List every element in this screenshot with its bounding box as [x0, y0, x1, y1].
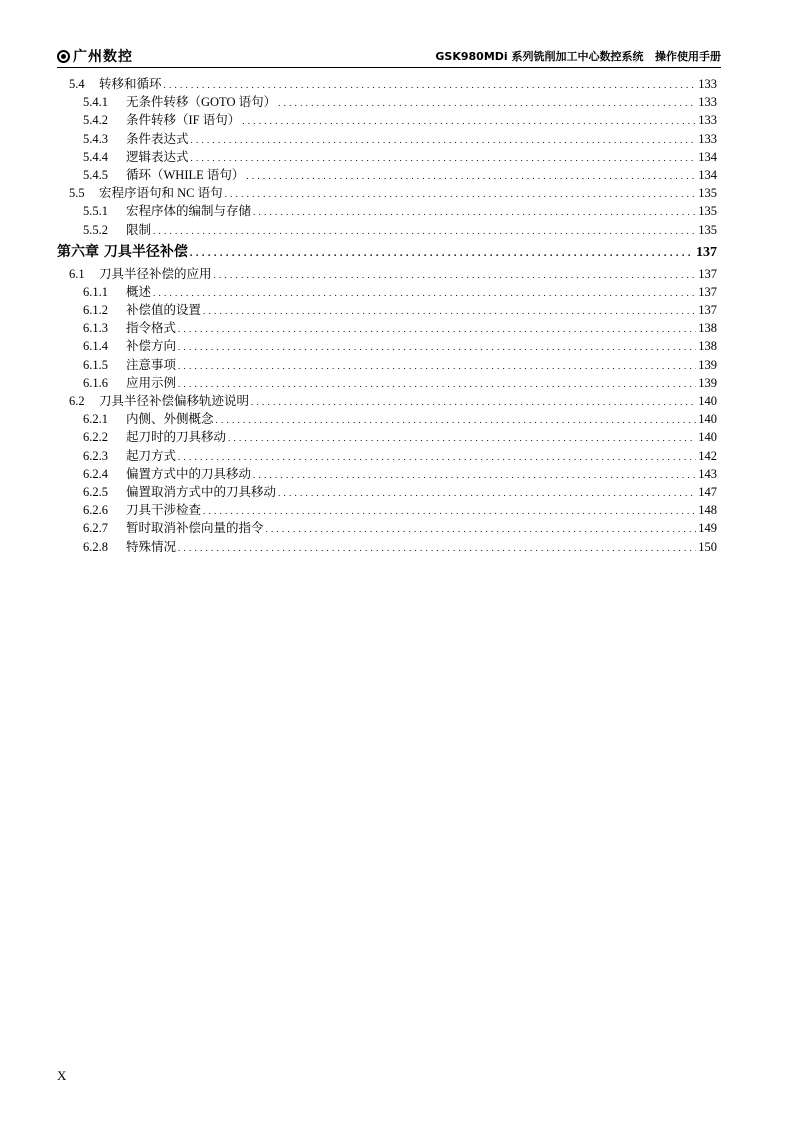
- dot-leader: [253, 203, 696, 221]
- toc-entry-page: 137: [698, 266, 717, 281]
- toc-entry-title: 补偿方向: [126, 339, 177, 354]
- toc-entry-title: 指令格式: [126, 321, 177, 336]
- dot-leader: [242, 112, 696, 130]
- toc-entry-number: 6.2.5: [83, 484, 108, 499]
- dot-leader: [278, 484, 696, 502]
- toc-entry[interactable]: [57, 111, 717, 129]
- toc-entry-page: 137: [698, 303, 717, 318]
- toc-entry-number: 6.2.1: [83, 412, 108, 427]
- toc-entry[interactable]: [57, 283, 717, 301]
- table-of-contents: [57, 75, 717, 556]
- dot-leader: [153, 284, 696, 302]
- manual-title: GSK980MDi 系列铣削加工中心数控系统 操作使用手册: [435, 50, 721, 63]
- toc-entry[interactable]: [57, 75, 717, 93]
- toc-entry[interactable]: [57, 501, 717, 519]
- toc-entry[interactable]: [57, 392, 717, 410]
- toc-entry-number: 6.2.3: [83, 448, 108, 463]
- toc-entry-title: 暂时取消补偿向量的指令: [126, 521, 264, 536]
- toc-entry-page: 133: [698, 131, 717, 146]
- toc-entry-title: 补偿值的设置: [126, 303, 202, 318]
- dot-leader: [203, 302, 696, 320]
- header-divider: [57, 67, 721, 68]
- dot-leader: [225, 185, 697, 203]
- toc-entry-title: 起刀方式: [126, 448, 177, 463]
- toc-entry-number: 5.4.3: [83, 131, 108, 146]
- toc-entry-title: 无条件转移（GOTO 语句）: [126, 95, 277, 110]
- toc-entry-title: 概述: [126, 284, 152, 299]
- toc-entry-page: 147: [698, 484, 717, 499]
- toc-entry-title: 刀具干涉检查: [126, 503, 202, 518]
- toc-entry-page: 133: [698, 113, 717, 128]
- brand-logo: [57, 46, 133, 66]
- toc-entry-page: 138: [698, 321, 717, 336]
- toc-entry-number: 6.2: [69, 394, 85, 408]
- toc-entry-number: 6.2.7: [83, 521, 108, 536]
- logo-icon: [57, 50, 70, 63]
- toc-entry-page: 133: [698, 95, 717, 110]
- toc-entry[interactable]: [57, 319, 717, 337]
- toc-entry-page: 150: [698, 539, 717, 554]
- dot-leader: [178, 448, 696, 466]
- dot-leader: [228, 429, 696, 447]
- toc-entry-page: 140: [698, 412, 717, 427]
- toc-entry[interactable]: [57, 465, 717, 483]
- toc-entry[interactable]: [57, 166, 717, 184]
- toc-entry-number: 5.4: [69, 77, 85, 91]
- dot-leader: [278, 94, 696, 112]
- toc-entry-number: 5.4.1: [83, 95, 108, 110]
- toc-entry-title: 第六章 刀具半径补偿: [57, 243, 188, 260]
- toc-entry[interactable]: [57, 410, 717, 428]
- dot-leader: [164, 76, 697, 94]
- toc-entry-number: 6.1.4: [83, 339, 108, 354]
- dot-leader: [178, 539, 696, 557]
- toc-entry[interactable]: [57, 519, 717, 537]
- toc-entry[interactable]: [57, 301, 717, 319]
- toc-entry[interactable]: [57, 337, 717, 355]
- toc-entry-number: 6.1.5: [83, 357, 108, 372]
- dot-leader: [266, 520, 697, 538]
- toc-entry-page: 133: [698, 77, 717, 91]
- toc-entry-number: 6.2.8: [83, 539, 108, 554]
- toc-entry-title: 偏置取消方式中的刀具移动: [126, 484, 277, 499]
- toc-entry[interactable]: [57, 93, 717, 111]
- dot-leader: [191, 131, 697, 149]
- brand-name: 广州数控: [73, 49, 133, 65]
- toc-entry[interactable]: [57, 447, 717, 465]
- dot-leader: [203, 502, 696, 520]
- toc-entry-title: 条件表达式: [126, 131, 189, 146]
- dot-leader: [191, 149, 697, 167]
- toc-entry[interactable]: [57, 202, 717, 220]
- toc-entry-page: 134: [698, 149, 717, 164]
- toc-entry-title: 刀具半径补偿偏移轨迹说明: [99, 394, 250, 408]
- toc-entry[interactable]: [57, 184, 717, 202]
- dot-leader: [153, 222, 696, 240]
- toc-entry-title: 偏置方式中的刀具移动: [126, 466, 252, 481]
- dot-leader: [178, 357, 696, 375]
- toc-entry[interactable]: [57, 221, 717, 239]
- toc-entry-number: 6.1.3: [83, 321, 108, 336]
- toc-entry-number: 5.4.4: [83, 149, 108, 164]
- toc-entry-title: 内侧、外侧概念: [126, 412, 214, 427]
- toc-entry-number: 5.5.1: [83, 204, 108, 219]
- toc-entry-title: 起刀时的刀具移动: [126, 430, 227, 445]
- toc-entry[interactable]: [57, 265, 717, 283]
- dot-leader: [178, 375, 696, 393]
- dot-leader: [216, 411, 697, 429]
- toc-entry-page: 140: [698, 430, 717, 445]
- page-number: X: [57, 1068, 67, 1083]
- dot-leader: [178, 320, 696, 338]
- toc-entry-page: 135: [698, 186, 717, 201]
- toc-entry-page: 137: [696, 244, 717, 260]
- toc-entry-number: 6.2.6: [83, 503, 108, 518]
- dot-leader: [253, 466, 696, 484]
- toc-entry-title: 限制: [126, 222, 152, 237]
- toc-entry-page: 138: [698, 339, 717, 354]
- toc-entry[interactable]: [57, 538, 717, 556]
- toc-entry-number: 5.5: [69, 186, 85, 201]
- toc-entry-title: 特殊情况: [126, 539, 177, 554]
- toc-entry[interactable]: [57, 356, 717, 374]
- toc-entry-number: 5.5.2: [83, 222, 108, 237]
- toc-entry-title: 宏程序体的编制与存储: [126, 204, 252, 219]
- toc-entry[interactable]: [57, 148, 717, 166]
- toc-entry-number: 6.1.6: [83, 375, 108, 390]
- toc-entry-page: 139: [698, 375, 717, 390]
- dot-leader: [246, 167, 696, 185]
- toc-entry-number: 6.1.2: [83, 303, 108, 318]
- toc-entry-number: 6.1: [69, 266, 85, 281]
- toc-entry-title: 宏程序语句和 NC 语句: [99, 186, 223, 201]
- dot-leader: [214, 266, 697, 284]
- toc-entry-number: 6.2.2: [83, 430, 108, 445]
- toc-entry-page: 139: [698, 357, 717, 372]
- toc-entry-number: 6.1.1: [83, 284, 108, 299]
- toc-entry-page: 134: [698, 167, 717, 182]
- toc-entry-page: 143: [698, 466, 717, 481]
- toc-entry-number: 6.2.4: [83, 466, 108, 481]
- page-header: [57, 46, 721, 66]
- toc-entry-title: 转移和循环: [99, 77, 162, 91]
- toc-entry-page: 137: [698, 284, 717, 299]
- toc-entry[interactable]: [57, 374, 717, 392]
- toc-entry-page: 135: [698, 204, 717, 219]
- toc-entry-page: 135: [698, 222, 717, 237]
- toc-entry[interactable]: [57, 428, 717, 446]
- toc-entry-number: 5.4.5: [83, 167, 108, 182]
- dot-leader: [178, 338, 696, 356]
- toc-chapter-entry[interactable]: [57, 241, 717, 264]
- toc-entry-title: 注意事项: [126, 357, 177, 372]
- toc-entry[interactable]: [57, 130, 717, 148]
- dot-leader: [190, 242, 694, 265]
- dot-leader: [251, 393, 696, 411]
- toc-entry-number: 5.4.2: [83, 113, 108, 128]
- toc-entry-title: 循环（WHILE 语句）: [126, 167, 245, 182]
- toc-entry-page: 148: [698, 503, 717, 518]
- toc-entry-title: 刀具半径补偿的应用: [99, 266, 212, 281]
- toc-entry-page: 142: [698, 448, 717, 463]
- toc-entry-title: 条件转移（IF 语句）: [126, 113, 241, 128]
- toc-entry[interactable]: [57, 483, 717, 501]
- toc-entry-title: 逻辑表达式: [126, 149, 189, 164]
- toc-entry-title: 应用示例: [126, 375, 177, 390]
- toc-entry-page: 140: [698, 394, 717, 408]
- toc-entry-page: 149: [698, 521, 717, 536]
